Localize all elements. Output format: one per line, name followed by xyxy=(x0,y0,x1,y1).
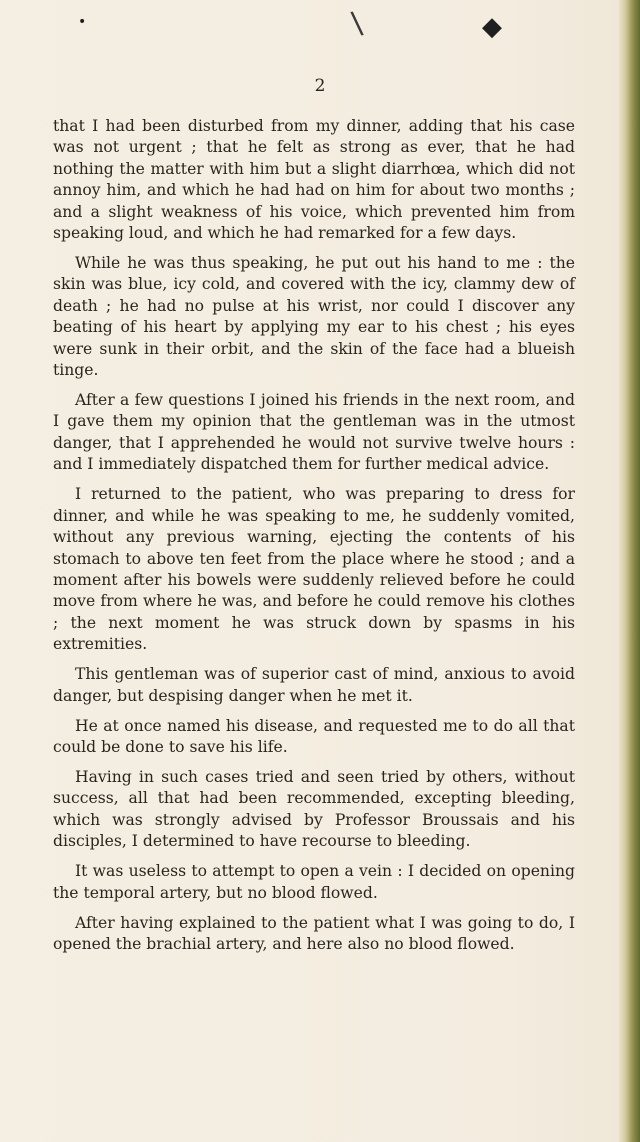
page-edge-shadow xyxy=(618,0,640,1142)
paragraph: This gentleman was of superior cast of mind, anxious to avoid danger, but despising danger when he met it. xyxy=(53,665,575,705)
paragraph: He at once named his disease, and requested me to do all that could be done to save his life. xyxy=(53,716,575,756)
paragraph: After a few questions I joined his friends in the next room, and I gave them my opinion that the gentleman was in the utmost danger, that I apprehended he would not survive twelve hours : and I immediately dispatched them for further medical advice. xyxy=(53,391,575,474)
paragraph: It was useless to attempt to open a vein : I decided on opening the temporal artery, but no blood flowed. xyxy=(53,862,575,902)
ink-mark-stroke: \ xyxy=(349,5,365,42)
paragraph: After having explained to the patient what I was going to do, I opened the brachial artery, and here also no blood flowed. xyxy=(53,913,575,953)
paragraph: I returned to the patient, who was preparing to dress for dinner, and while he was speaking to me, he suddenly vomited, without any previous warning, ejecting the contents of his stomach to above ten feet from the place where he stood ; and a moment after his bowels were suddenly relieved before he could move from where he was, and before he could remove his clothes ; the next moment he was struck down by spasms in his extremities. xyxy=(53,485,575,654)
ink-mark-blot: ◆ xyxy=(482,12,502,42)
paragraph: that I had been disturbed from my dinner, adding that his case was not urgent ; that he felt as strong as ever, that he had nothing the matter with him but a slight diarrhœa, which did not annoy him, and which he had had on him for about two months ; and a slight weakness of his voice, which prevented him from speaking loud, and which he had remarked for a few days. xyxy=(53,117,575,243)
page-number: 2 xyxy=(314,76,326,96)
paragraph: Having in such cases tried and seen tried by others, without success, all that had been recommended, excepting bleeding, which was strongly advised by Professor Broussais and his disciples, I determined to have recourse to bleeding. xyxy=(53,767,575,851)
paragraph: While he was thus speaking, he put out his hand to me : the skin was blue, icy cold, and covered with the icy, clammy dew of death ; he had no pulse at his wrist, nor could I discover any beating of his heart by applying my ear to his chest ; his eyes were sunk in their orbit, and the skin of the face had a blueish tinge. xyxy=(53,254,575,380)
ink-mark-dot: • xyxy=(78,14,87,30)
body-text xyxy=(53,116,575,964)
